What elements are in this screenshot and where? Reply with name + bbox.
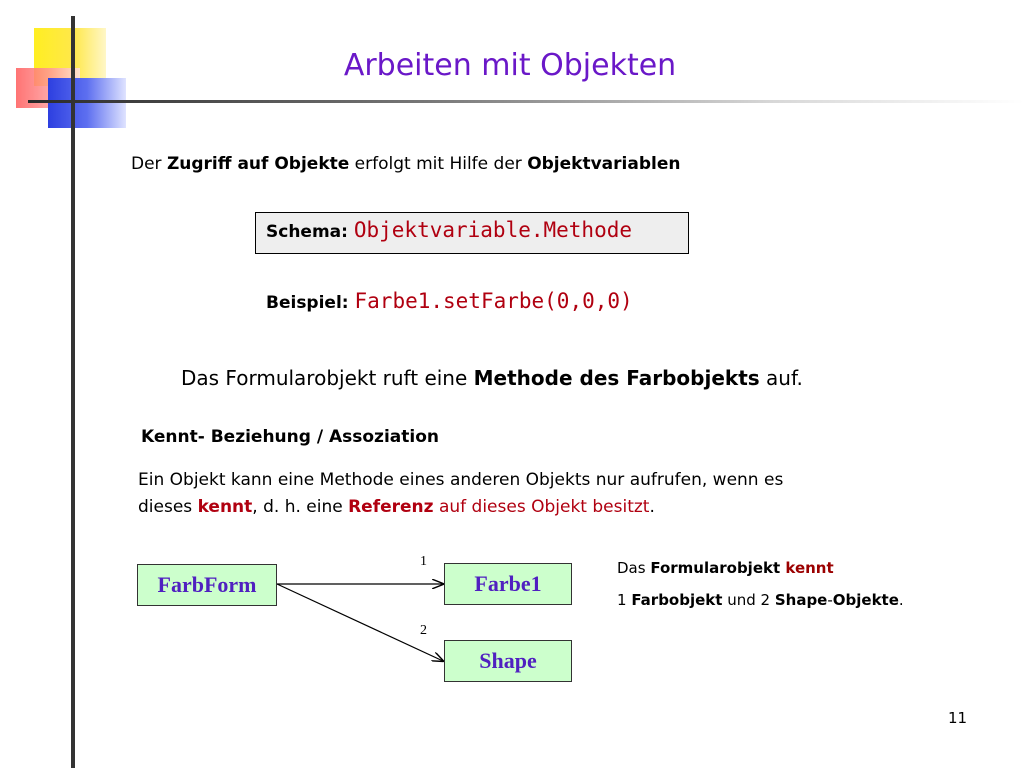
formular-pre: Das Formularobjekt ruft eine	[181, 366, 474, 390]
note-b7: .	[898, 591, 904, 609]
note-a3: kennt	[780, 559, 834, 577]
multiplicity-1: 1	[420, 554, 427, 569]
intro-mid: erfolgt mit Hilfe der	[349, 154, 528, 174]
formular-post: auf.	[759, 366, 803, 390]
note-b5: -	[827, 591, 833, 609]
para-pre: dieses	[138, 497, 198, 517]
para-referenz: Referenz	[348, 497, 434, 517]
beispiel-value: Farbe1.setFarbe(0,0,0)	[354, 289, 633, 313]
arrow-to-shape	[277, 584, 443, 661]
para-end: .	[649, 497, 655, 517]
intro-pre: Der	[131, 154, 167, 174]
schema-value: Objektvariable.Methode	[353, 218, 633, 242]
note-b4: Shape	[774, 591, 828, 609]
note-b6: Objekte	[832, 591, 899, 609]
note-b1: 1	[617, 591, 632, 609]
paragraph-line-1: Ein Objekt kann eine Methode eines anderen Objekts nur aufrufen, wenn es	[138, 470, 784, 490]
intro-bold-1: Zugriff auf Objekte	[166, 154, 350, 174]
para-red-text: auf dieses Objekt besitzt	[433, 497, 650, 517]
para-mid: , d. h. eine	[252, 497, 349, 517]
class-farbe1: Farbe1	[444, 563, 572, 605]
page-number: 11	[948, 709, 968, 727]
class-shape: Shape	[444, 640, 572, 682]
beispiel-label: Beispiel:	[266, 293, 355, 313]
schema-label: Schema:	[266, 222, 354, 242]
para-kennt: kennt	[197, 497, 253, 517]
note-a2: Formularobjekt	[650, 559, 781, 577]
section-heading: Kennt- Beziehung / Assoziation	[141, 427, 439, 447]
multiplicity-2: 2	[420, 623, 427, 638]
note-b3: und 2	[722, 591, 775, 609]
intro-bold-2: Objektvariablen	[527, 154, 681, 174]
note-b2: Farbobjekt	[631, 591, 723, 609]
slide-title: Arbeiten mit Objekten	[343, 48, 677, 83]
formular-bold: Methode des Farbobjekts	[473, 366, 760, 390]
class-farbform: FarbForm	[137, 564, 277, 606]
note-line-2	[617, 591, 904, 609]
note-line-1	[617, 559, 834, 577]
note-a1: Das	[617, 559, 651, 577]
